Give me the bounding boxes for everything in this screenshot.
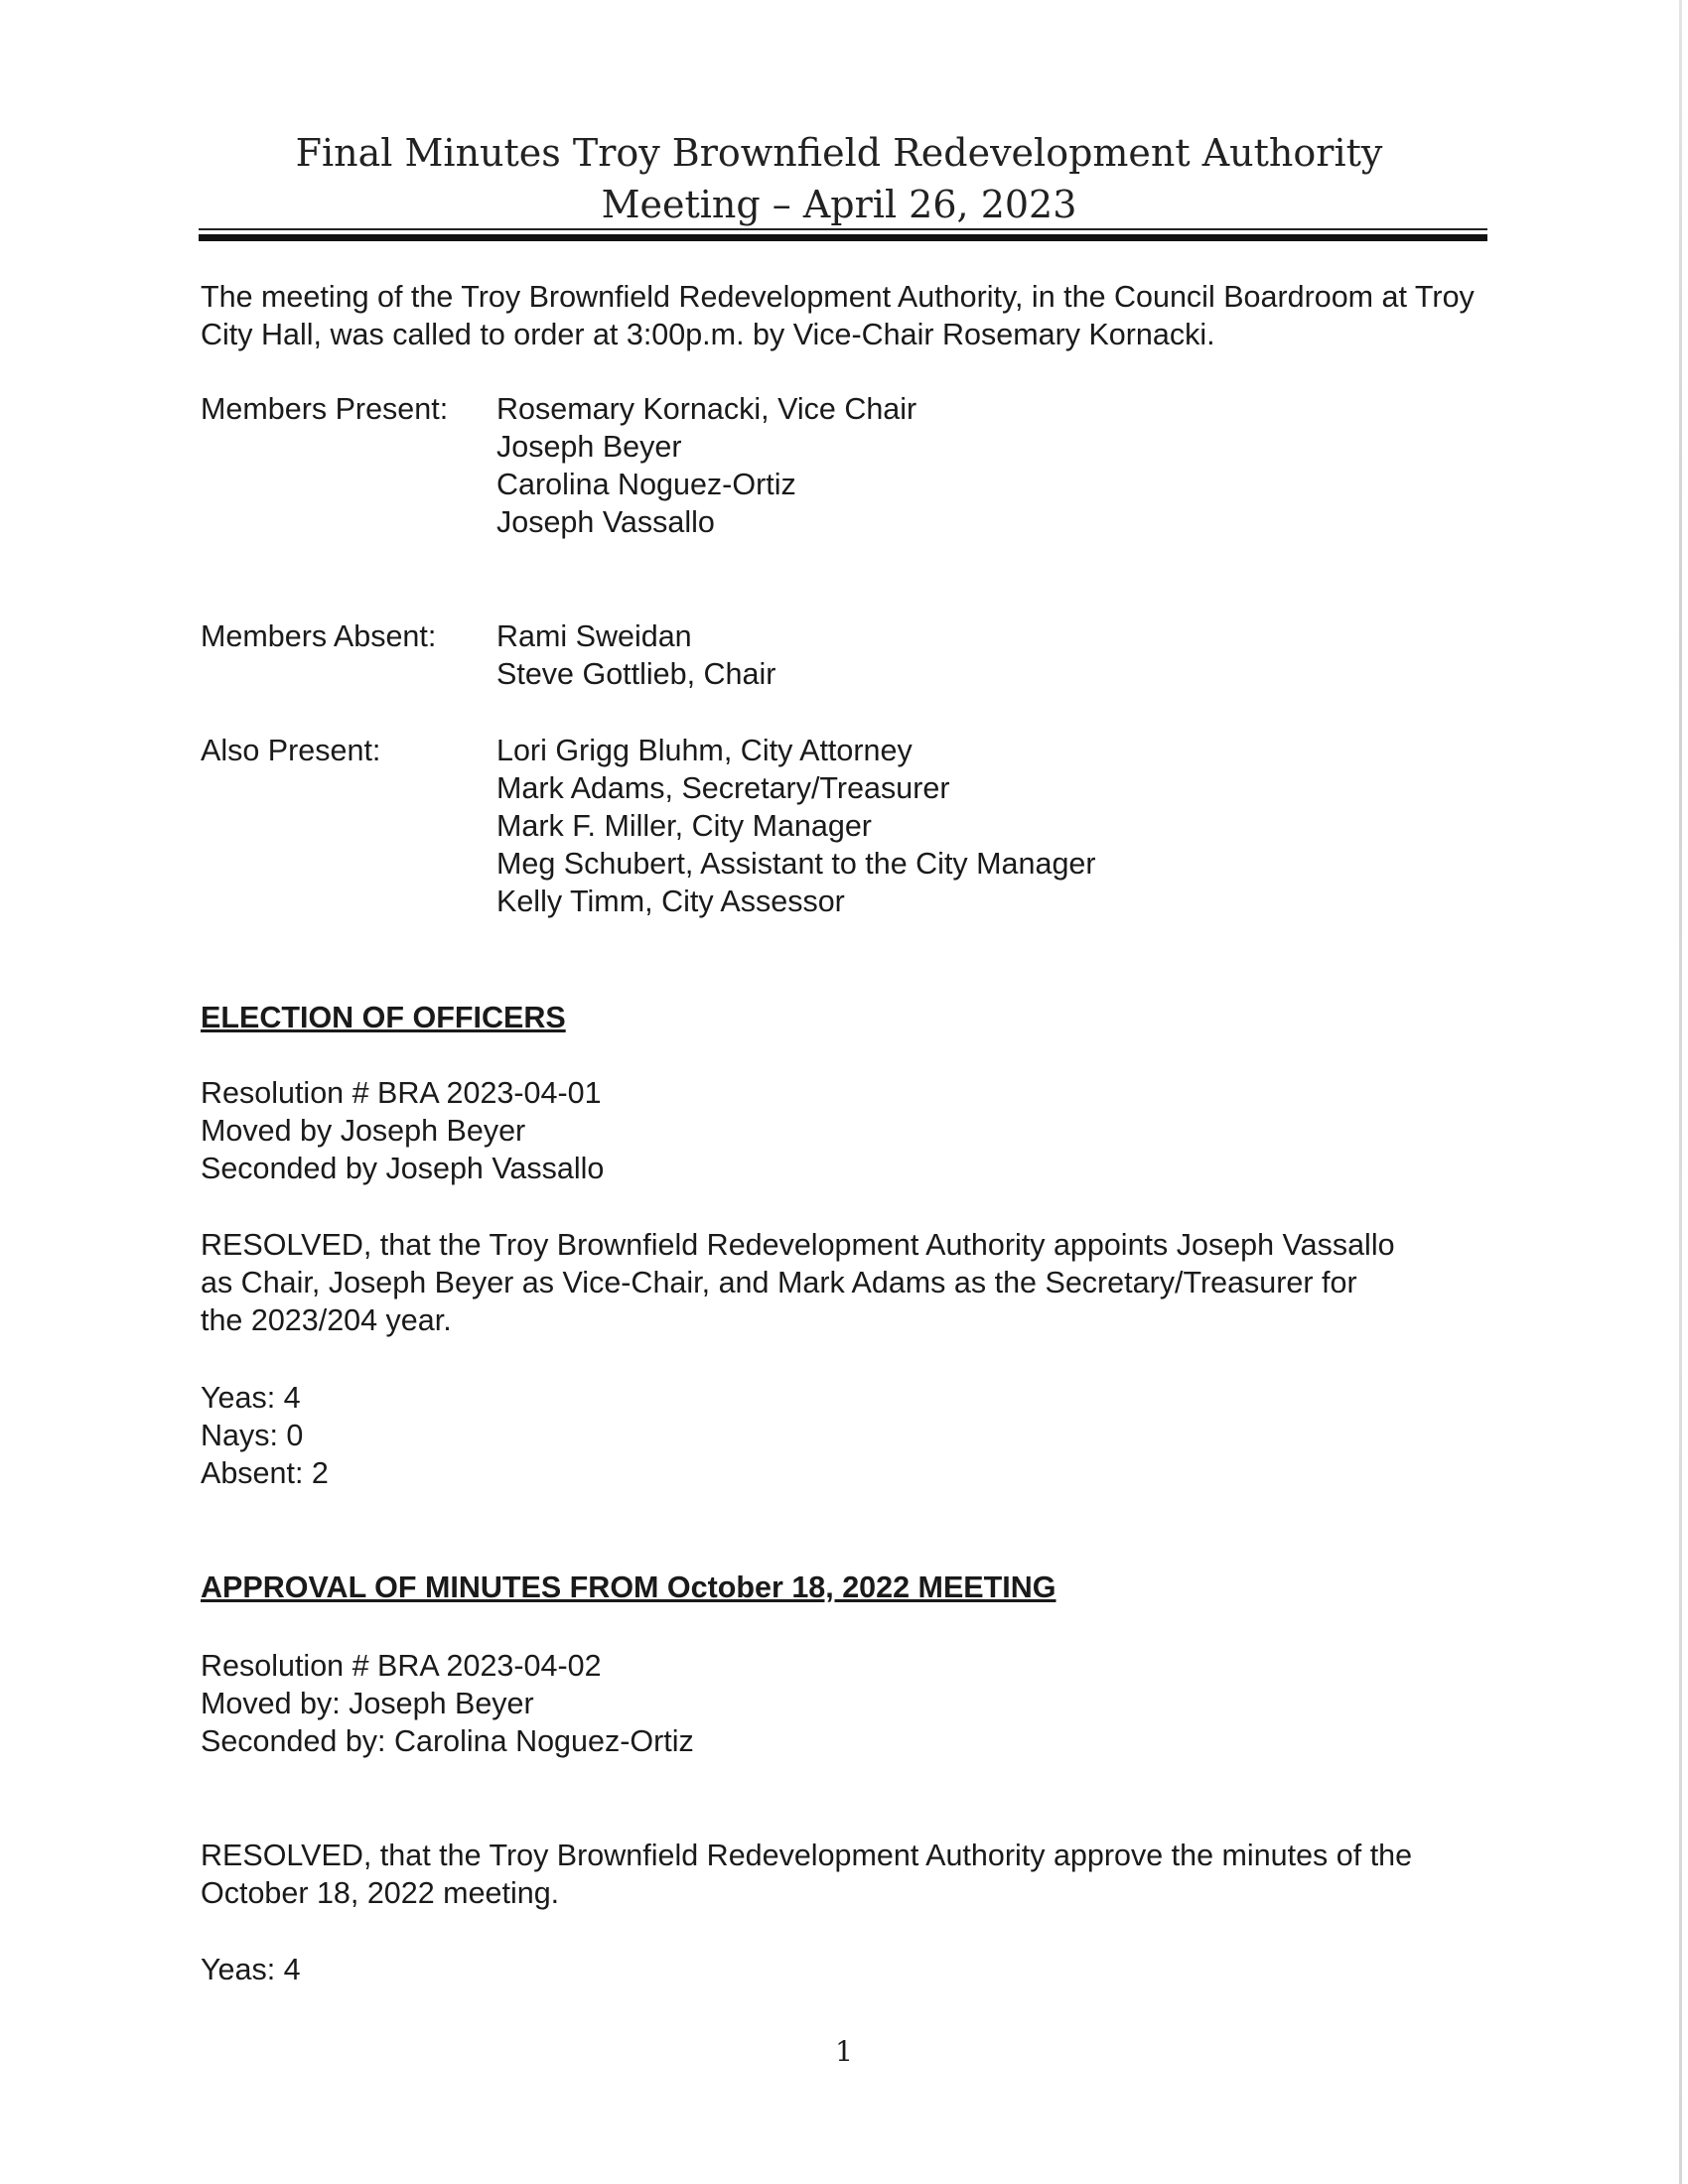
resolution-number: Resolution # BRA 2023-04-02 [201, 1649, 602, 1683]
also-present-list [496, 732, 1096, 920]
vote-tally-1 [201, 1379, 329, 1492]
members-absent-list [496, 617, 775, 693]
list-item: Rosemary Kornacki, Vice Chair [496, 392, 917, 426]
list-item: Carolina Noguez-Ortiz [496, 468, 796, 501]
resolution-number: Resolution # BRA 2023-04-01 [201, 1076, 602, 1110]
title-line-1: Final Minutes Troy Brownfield Redevelopment Authority [295, 131, 1383, 175]
members-present-list [496, 390, 916, 541]
scan-edge [1679, 0, 1682, 2184]
list-item: Rami Sweidan [496, 619, 692, 653]
nays: Nays: 0 [201, 1419, 304, 1452]
title-rule-thick [199, 234, 1487, 241]
seconded-by: Seconded by: Carolina Noguez-Ortiz [201, 1724, 694, 1758]
page-number: 1 [835, 2035, 853, 2068]
section-heading-approval: APPROVAL OF MINUTES FROM October 18, 2022 MEETING [201, 1570, 1056, 1604]
list-item: Joseph Beyer [496, 430, 682, 464]
absent: Absent: 2 [201, 1456, 329, 1490]
members-present-label: Members Present: [201, 392, 449, 426]
list-item: Lori Grigg Bluhm, City Attorney [496, 734, 913, 767]
section-heading-election: ELECTION OF OFFICERS [201, 1001, 566, 1034]
resolution-1-text: RESOLVED, that the Troy Brownfield Redevelopment Authority appoints Joseph Vassallo as Chair, Joseph Beyer as Vice-Chair, and Mark Adams as the Secretary/Treasurer for the 2023/204 year. [201, 1228, 1395, 1337]
moved-by: Moved by: Joseph Beyer [201, 1687, 534, 1720]
document-title [194, 127, 1484, 230]
list-item: Mark F. Miller, City Manager [496, 809, 872, 843]
intro-paragraph: The meeting of the Troy Brownfield Redevelopment Authority, in the Council Boardroom at Troy City Hall, was called to order at 3:00p.m. by Vice-Chair Rosemary Kornacki. [201, 280, 1475, 351]
moved-by: Moved by Joseph Beyer [201, 1114, 526, 1148]
list-item: Joseph Vassallo [496, 505, 715, 539]
seconded-by: Seconded by Joseph Vassallo [201, 1152, 605, 1185]
yeas: Yeas: 4 [201, 1381, 301, 1415]
list-item: Kelly Timm, City Assessor [496, 885, 845, 918]
members-absent-label: Members Absent: [201, 619, 437, 653]
list-item: Meg Schubert, Assistant to the City Manager [496, 847, 1096, 881]
title-line-2: Meeting – April 26, 2023 [601, 183, 1077, 226]
resolution-1-details [201, 1074, 604, 1187]
resolution-2-text: RESOLVED, that the Troy Brownfield Redevelopment Authority approve the minutes of the October 18, 2022 meeting. [201, 1839, 1413, 1910]
title-rule-thin [199, 228, 1487, 230]
list-item: Steve Gottlieb, Chair [496, 657, 776, 691]
also-present-label: Also Present: [201, 734, 381, 767]
list-item: Mark Adams, Secretary/Treasurer [496, 771, 950, 805]
resolution-2-details [201, 1647, 694, 1760]
vote-tally-2 [201, 1951, 301, 1988]
yeas: Yeas: 4 [201, 1953, 301, 1986]
